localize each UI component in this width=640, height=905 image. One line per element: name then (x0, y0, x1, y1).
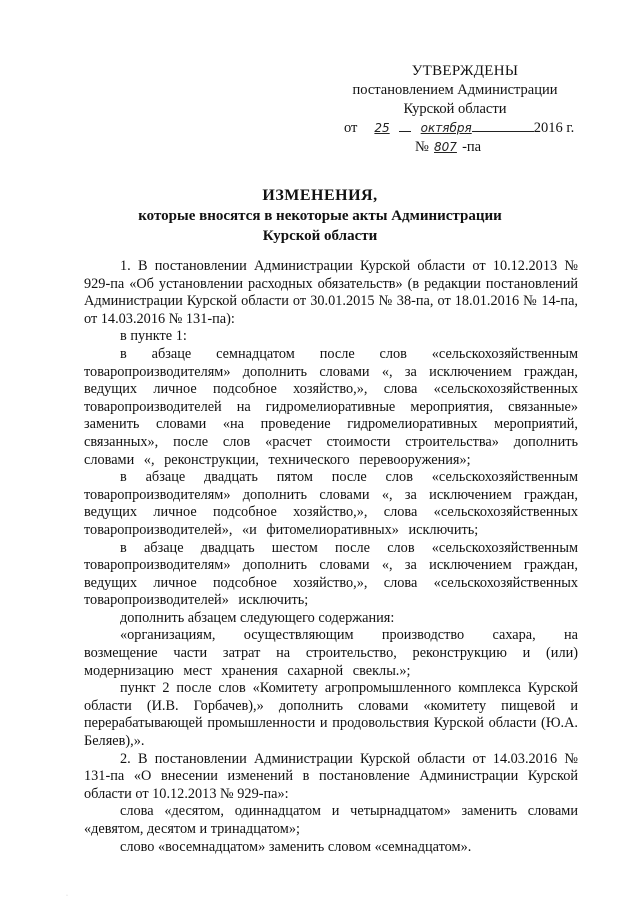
approved-heading: УТВЕРЖДЕНЫ (411, 63, 519, 79)
paragraph-7: «организациям, осуществляющим производство сахара, на возмещение части затрат на строительство, реконструкцию и (или) модернизацию мест хранения сахарной свеклы.»; (84, 627, 578, 679)
approval-date (330, 119, 580, 138)
approval-number (330, 138, 580, 157)
title-line-2: которые вносятся в некоторые акты Администрации (138, 208, 502, 224)
approval-line-2: Курской области (403, 101, 507, 117)
paragraph-8: пункт 2 после слов «Комитету агропромышленного комплекса Курской области (И.В. Горбачев),» дополнить словами «комитету пищевой и перерабатывающей промышленности и продовольствия Курской области (Ю.А. Беляев),». (84, 680, 578, 750)
date-month: октября (420, 121, 472, 135)
approval-line-1: постановлением Администрации (352, 82, 558, 98)
document-body (84, 258, 578, 856)
title-line-1: ИЗМЕНЕНИЯ, (262, 187, 378, 204)
paragraph-11: слово «восемнадцатом» заменить словом «семнадцатом». (120, 838, 472, 855)
paragraph-9: 2. В постановлении Администрации Курской области от 14.03.2016 № 131-па «О внесении изменений в постановление Администрации Курской области от 10.12.2013 № 929-па»: (84, 750, 578, 802)
document-title (60, 186, 580, 246)
title-line-3: Курской области (262, 228, 378, 244)
date-day: 25 (374, 121, 390, 135)
scan-dot: · (66, 893, 68, 899)
number-suffix: -па (462, 139, 482, 155)
number-prefix: № (415, 139, 429, 155)
approval-block (330, 62, 580, 157)
paragraph-6: дополнить абзацем следующего содержания: (120, 609, 395, 626)
paragraph-2: в пункте 1: (120, 328, 187, 345)
paragraph-3: в абзаце семнадцатом после слов «сельскохозяйственным товаропроизводителям» дополнить словами «, за исключением граждан, ведущих личное подсобное хозяйство,», слова «сельскохозяйственных товаропроизводителей на гидромелиоративные мероприятия, связанные» заменить словами «на проведение гидромелиоративных мероприятий, связанных», после слов «расчет стоимости строительства» дополнить словами «, реконструкции, технического перевооружения»; (84, 345, 578, 468)
paragraph-4: в абзаце двадцать пятом после слов «сельскохозяйственным товаропроизводителям» дополнить словами «, за исключением граждан, ведущих личное подсобное хозяйство,», слова «сельскохозяйственных товаропроизводителей», «и фитомелиоративных» исключить; (84, 469, 578, 538)
date-year: 2016 г. (533, 120, 575, 136)
date-prefix: от (344, 120, 358, 136)
paragraph-10: слова «десятом, одиннадцатом и четырнадцатом» заменить словами «девятом, десятом и тринадцатом»; (84, 803, 578, 837)
paragraph-1: 1. В постановлении Администрации Курской области от 10.12.2013 № 929-па «Об установлении расходных обязательств» (в редакции постановлений Администрации Курской области от 30.01.2015 № 38-па, от 18.01.2016 № 14-па, от 14.03.2016 № 131-па): (84, 258, 578, 327)
paragraph-5: в абзаце двадцать шестом после слов «сельскохозяйственным товаропроизводителям» дополнить словами «, за исключением граждан, ведущих личное подсобное хозяйство,», слова «сельскохозяйственных товаропроизводителей» исключить; (84, 539, 578, 609)
number-value: 807 (434, 140, 457, 154)
